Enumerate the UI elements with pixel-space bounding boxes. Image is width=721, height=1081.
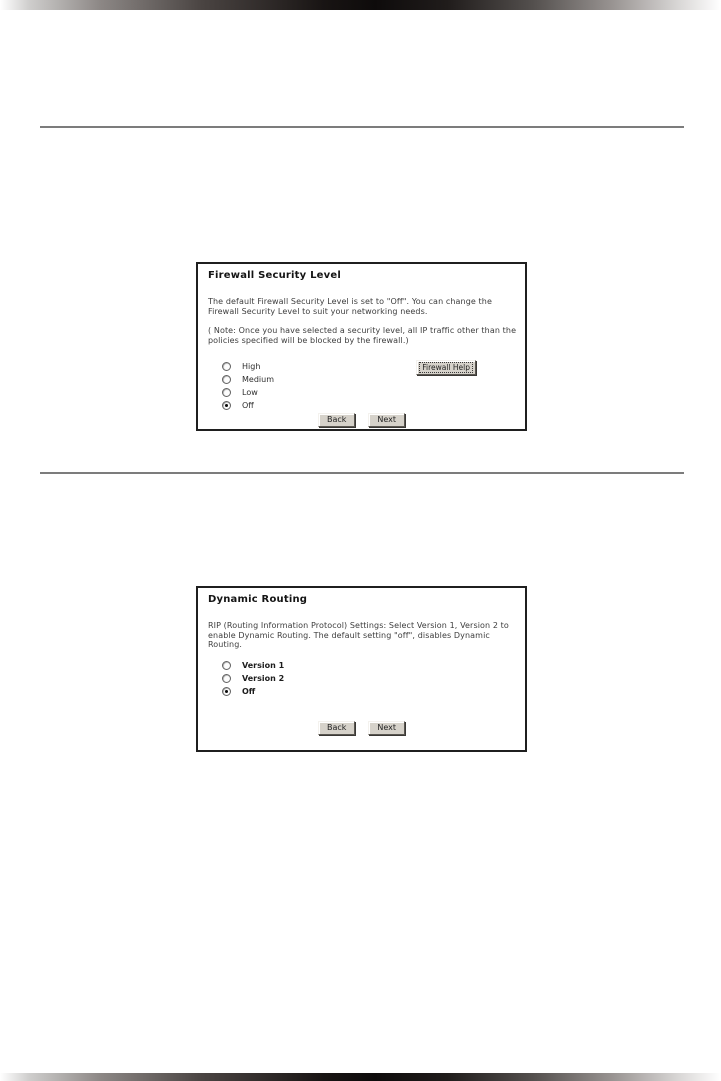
firewall-level-radio-group — [222, 360, 274, 412]
radio-option-high[interactable] — [222, 360, 274, 373]
page-bottom-edge — [0, 1073, 721, 1081]
radio-label: Low — [242, 388, 258, 397]
radio-icon[interactable] — [222, 687, 231, 696]
radio-option-off[interactable] — [222, 399, 274, 412]
dialog-title: Dynamic Routing — [208, 594, 308, 605]
next-button[interactable]: Next — [368, 413, 405, 427]
radio-label: Version 1 — [242, 661, 285, 670]
section-divider-middle — [40, 472, 684, 474]
radio-option-off[interactable] — [222, 685, 284, 698]
radio-label: Off — [242, 401, 254, 410]
firewall-security-dialog — [196, 262, 527, 431]
dialog-title: Firewall Security Level — [208, 270, 341, 281]
back-button[interactable]: Back — [318, 721, 355, 735]
firewall-button-row — [198, 413, 525, 427]
firewall-description: The default Firewall Security Level is set to "Off". You can change the Firewall Security Level to suit your networking needs. — [208, 297, 492, 316]
radio-icon[interactable] — [222, 375, 231, 384]
radio-label: Version 2 — [242, 674, 285, 683]
radio-label: Medium — [242, 375, 274, 384]
routing-button-row — [198, 721, 525, 735]
radio-option-version-1[interactable] — [222, 659, 284, 672]
radio-icon[interactable] — [222, 362, 231, 371]
dynamic-routing-dialog — [196, 586, 527, 752]
section-divider-top — [40, 126, 684, 128]
routing-rip-radio-group — [222, 659, 284, 698]
radio-option-low[interactable] — [222, 386, 274, 399]
radio-icon[interactable] — [222, 674, 231, 683]
radio-option-medium[interactable] — [222, 373, 274, 386]
radio-icon[interactable] — [222, 401, 231, 410]
firewall-help-button[interactable] — [416, 360, 476, 375]
radio-icon[interactable] — [222, 661, 231, 670]
radio-icon[interactable] — [222, 388, 231, 397]
next-button[interactable]: Next — [368, 721, 405, 735]
radio-option-version-2[interactable] — [222, 672, 284, 685]
back-button[interactable]: Back — [318, 413, 355, 427]
radio-label: High — [242, 362, 261, 371]
radio-label: Off — [242, 687, 256, 696]
firewall-help-label: Firewall Help — [419, 362, 473, 373]
routing-description: RIP (Routing Information Protocol) Settings: Select Version 1, Version 2 to enable Dynamic Routing. The default setting "off", disables Dynamic Routing. — [208, 621, 509, 650]
firewall-note: ( Note: Once you have selected a security level, all IP traffic other than the policies specified will be blocked by the firewall.) — [208, 326, 517, 345]
page-top-edge — [0, 0, 721, 10]
